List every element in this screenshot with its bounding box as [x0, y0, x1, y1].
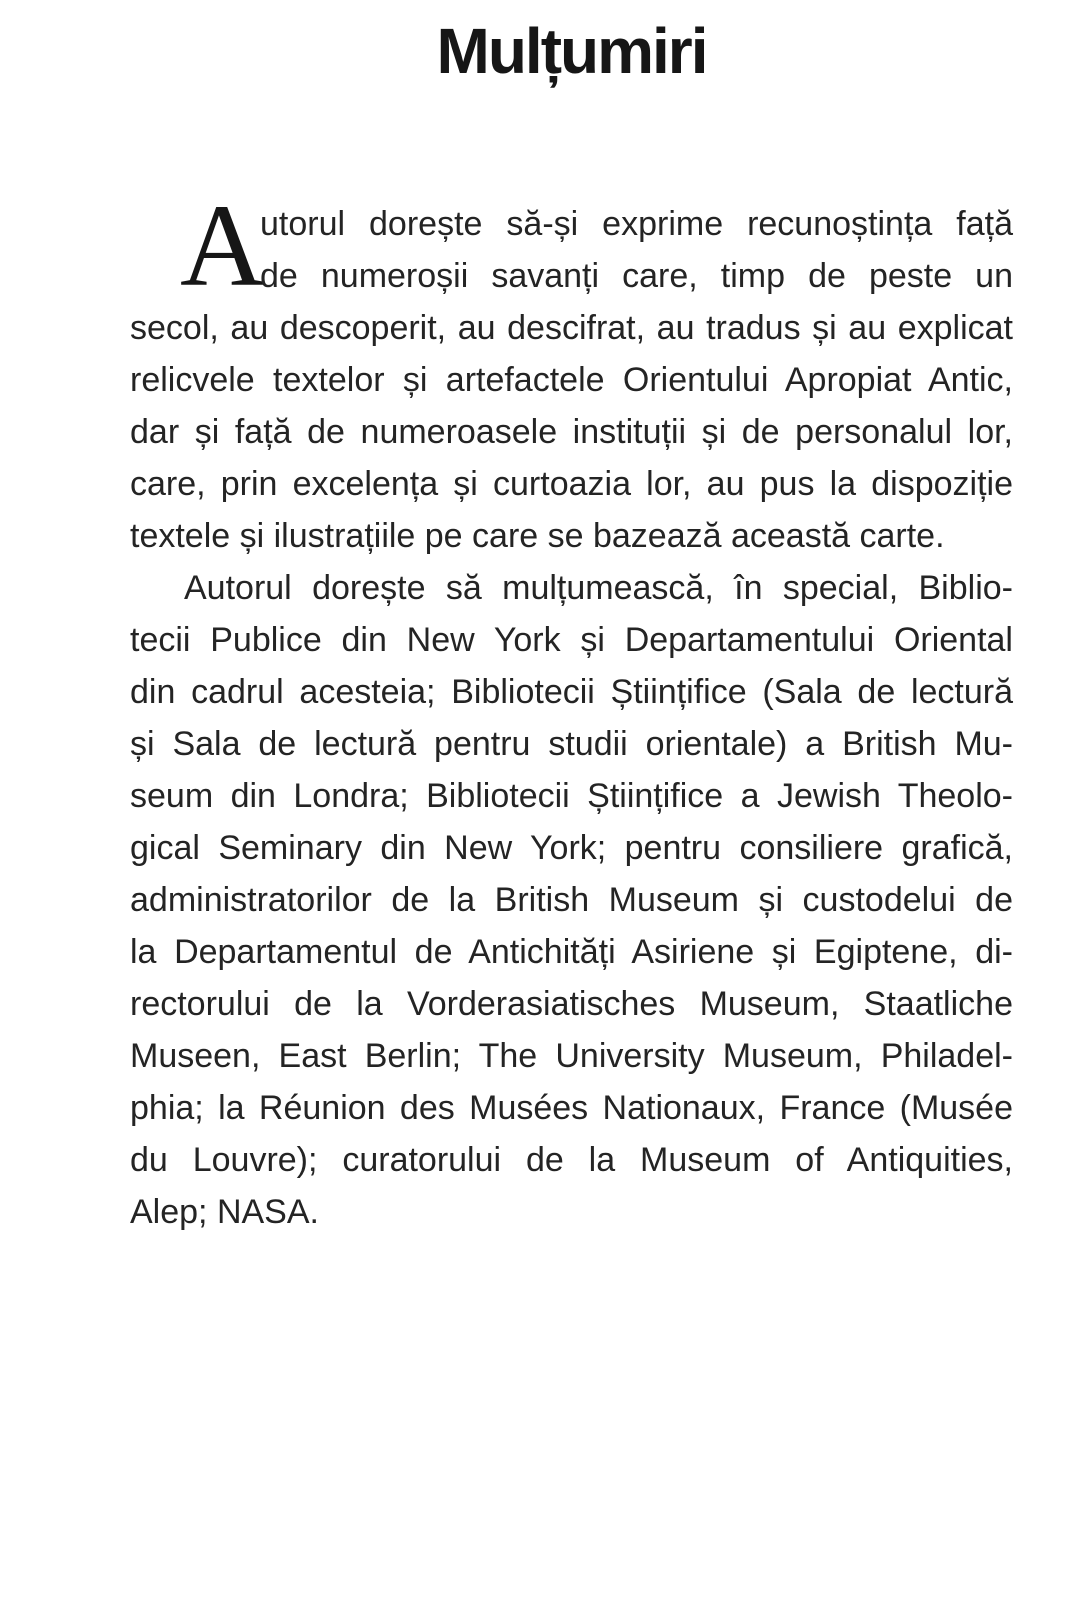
text-line: dar și față de numeroasele instituții și de personalul lor, [130, 413, 1013, 451]
text-line: relicvele textelor și artefactele Orientului Apropiat Antic, [130, 361, 1013, 399]
dropcap-cell [130, 180, 266, 311]
dropcap-row [130, 180, 1013, 311]
text-line: rectorului de la Vorderasiatisches Museum, Staatliche [130, 985, 1013, 1023]
text-line: utorul dorește să-și exprime recunoștința față [260, 205, 1013, 243]
text-line: de numeroșii savanți care, timp de peste un [260, 257, 1013, 295]
text-line: care, prin excelența și curtoazia lor, au pus la dispoziție [130, 465, 1013, 503]
page-title: Mulțumiri [436, 15, 707, 87]
text-line: Autorul dorește să mulțumească, în special, Biblio- [184, 569, 1013, 607]
body-text [130, 180, 1013, 1238]
text-line: textele și ilustrațiile pe care se bazează această carte. [130, 517, 945, 555]
dropcap-adjacent-lines [260, 198, 1013, 302]
text-line: Alep; NASA. [130, 1193, 319, 1231]
text-line: du Louvre); curatorului de la Museum of Antiquities, [130, 1141, 1013, 1179]
text-line: Museen, East Berlin; The University Museum, Philadel- [130, 1037, 1013, 1075]
text-line: secol, au descoperit, au descifrat, au tradus și au explicat [130, 309, 1013, 347]
text-line: din cadrul acesteia; Bibliotecii Științifice (Sala de lectură [130, 673, 1013, 711]
text-line: la Departamentul de Antichități Asiriene și Egiptene, di- [130, 933, 1013, 971]
text-line: phia; la Réunion des Musées Nationaux, France (Musée [130, 1089, 1013, 1127]
text-line: tecii Publice din New York și Departamentului Oriental [130, 621, 1013, 659]
paragraph-acknowledgments-2 [130, 562, 1013, 1238]
text-line: și Sala de lectură pentru studii orientale) a British Mu- [130, 725, 1013, 763]
drop-cap-letter: A [180, 180, 266, 311]
paragraph-acknowledgments-1 [130, 180, 1013, 562]
text-line: administratorilor de la British Museum și custodelui de [130, 881, 1013, 919]
text-line: gical Seminary din New York; pentru consiliere grafică, [130, 829, 1013, 867]
text-line: seum din Londra; Bibliotecii Științifice a Jewish Theolo- [130, 777, 1013, 815]
